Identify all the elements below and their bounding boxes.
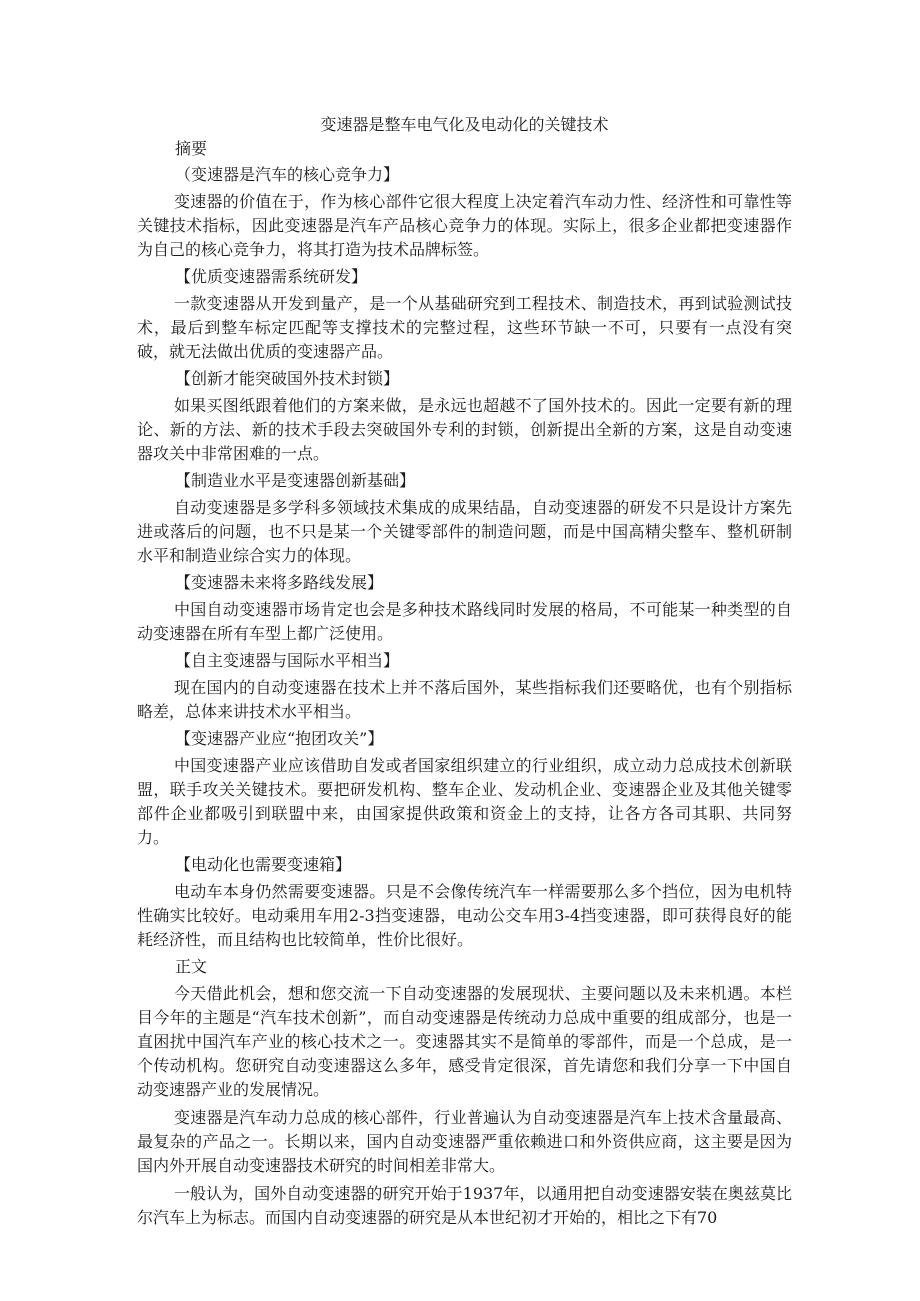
section-heading: 【优质变速器需系统研发】: [175, 267, 368, 286]
section-heading: 【电动化也需要变速箱】: [175, 855, 352, 874]
section-heading: 【制造业水平是变速器创新基础】: [175, 471, 416, 490]
document-title: 变速器是整车电气化及电动化的关键技术: [320, 115, 609, 134]
section-paragraph: 自动变速器是多学科多领域技术集成的成果结晶，自动变速器的研发不只是设计方案先进或落后的问题，也不只是某一个关键零部件的制造问题，而是中国高精尖整车、整机研制水平和制造业综合实力的体现。: [137, 498, 792, 565]
main-paragraph: 一般认为，国外自动变速器的研究开始于1937年，以通用把自动变速器安装在奥兹莫比尔汽车上为标志。而国内自动变速器的研究是从本世纪初才开始的，相比之下有70: [137, 1184, 792, 1227]
section-heading: 【变速器产业应“抱团攻关”】: [175, 729, 384, 748]
main-paragraph: 今天借此机会，想和您交流一下自动变速器的发展现状、主要问题以及未来机遇。本栏目今年的主题是“汽车技术创新”，而自动变速器是传统动力总成中重要的组成部分，也是一直困扰中国汽车产业的核心技术之一。变速器其实不是简单的零部件，而是一个总成，是一个传动机构。您研究自动变速器这么多年，感受肯定很深，首先请您和我们分享一下中国自动变速器产业的发展情况。: [137, 984, 792, 1099]
main-paragraph: 变速器是汽车动力总成的核心部件，行业普遍认为自动变速器是汽车上技术含量最高、最复杂的产品之一。长期以来，国内自动变速器严重依赖进口和外资供应商，这主要是因为国内外开展自动变速器技术研究的时间相差非常大。: [137, 1108, 792, 1175]
section-paragraph: 如果买图纸跟着他们的方案来做，是永远也超越不了国外技术的。因此一定要有新的理论、新的方法、新的技术手段去突破国外专利的封锁，创新提出全新的方案，这是自动变速器攻关中非常困难的一点。: [137, 396, 792, 463]
section-paragraph: 变速器的价值在于，作为核心部件它很大程度上决定着汽车动力性、经济性和可靠性等关键技术指标，因此变速器是汽车产品核心竞争力的体现。实际上，很多企业都把变速器作为自己的核心竞争力，将其打造为技术品牌标签。: [137, 192, 792, 259]
document-body: [137, 114, 792, 1234]
section-heading: 【创新才能突破国外技术封锁】: [175, 369, 400, 388]
section-heading: 【变速器未来将多路线发展】: [175, 573, 384, 592]
section-paragraph: 中国自动变速器市场肯定也会是多种技术路线同时发展的格局，不可能某一种类型的自动变速器在所有车型上都广泛使用。: [137, 600, 792, 643]
section-paragraph: 电动车本身仍然需要变速器。只是不会像传统汽车一样需要那么多个挡位，因为电机特性确实比较好。电动乘用车用2-3挡变速器，电动公交车用3-4挡变速器，即可获得良好的能耗经济性，而且结构也比较简单，性价比很好。: [137, 882, 792, 949]
section-heading: （变速器是汽车的核心竞争力】: [175, 165, 400, 184]
section-paragraph: 一款变速器从开发到量产，是一个从基础研究到工程技术、制造技术，再到试验测试技术，最后到整车标定匹配等支撑技术的完整过程，这些环节缺一不可，只要有一点没有突破，就无法做出优质的变速器产品。: [137, 294, 792, 361]
section-paragraph: 中国变速器产业应该借助自发或者国家组织建立的行业组织，成立动力总成技术创新联盟，联手攻关关键技术。要把研发机构、整车企业、发动机企业、变速器企业及其他关键零部件企业都吸引到联盟中来，由国家提供政策和资金上的支持，让各方各司其职、共同努力。: [137, 756, 792, 847]
main-text-heading: 正文: [175, 957, 208, 976]
section-heading: 【自主变速器与国际水平相当】: [175, 651, 400, 670]
section-paragraph: 现在国内的自动变速器在技术上并不落后国外，某些指标我们还要略优，也有个别指标略差，总体来讲技术水平相当。: [137, 678, 792, 721]
abstract-heading: 摘要: [175, 139, 208, 158]
